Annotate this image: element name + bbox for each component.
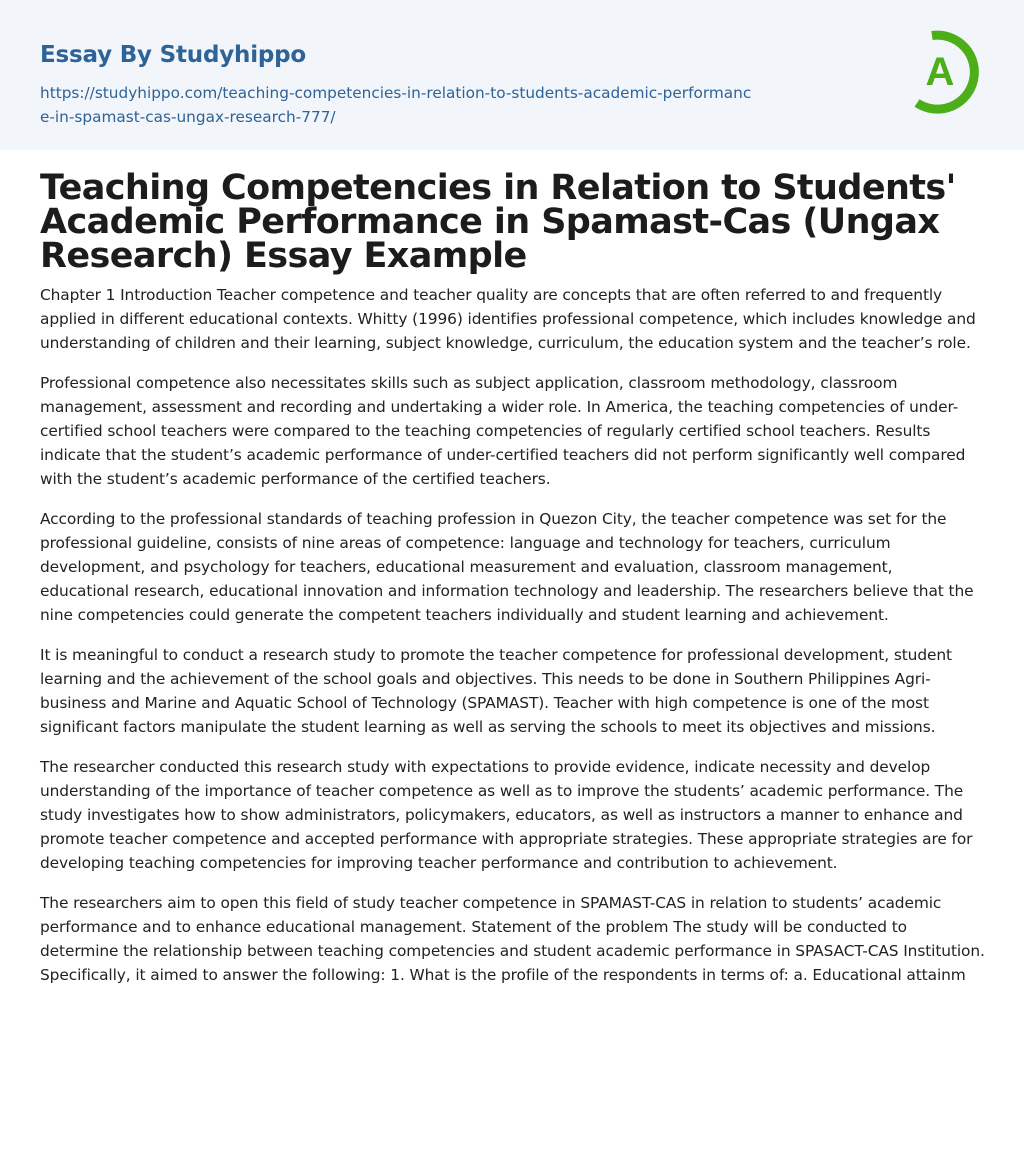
- essay-title: Teaching Competencies in Relation to Students' Academic Performance in Spamast-Cas (Ungax Research) Essay Example: [40, 168, 956, 276]
- logo-letter: A: [925, 50, 955, 94]
- source-url-link[interactable]: https://studyhippo.com/teaching-competencies-in-relation-to-students-academic-performance-in-spamast-cas-ungax-research-777/: [40, 84, 752, 126]
- paragraph: The researcher conducted this research study with expectations to provide evidence, indicate necessity and develop understanding of the importance of teacher competence as well as to improve the students’ academic performance. The study investigates how to show administrators, policymakers, educators, as well as instructors a manner to enhance and promote teacher competence and accepted performance with appropriate strategies. These appropriate strategies are for developing teaching competencies for improving teacher performance and contribution to achievement.: [40, 758, 973, 872]
- paragraph: According to the professional standards of teaching profession in Quezon City, the teacher competence was set for the professional guideline, consists of nine areas of competence: language and technology for teachers, curriculum development, and psychology for teachers, educational measurement and evaluation, classroom management, educational research, educational innovation and information technology and leadership. The researchers believe that the nine competencies could generate the competent teachers individually and student learning and achievement.: [40, 510, 974, 624]
- paragraph: The researchers aim to open this field of study teacher competence in SPAMAST-CAS in relation to students’ academic performance and to enhance educational management. Statement of the problem The study will be conducted to determine the relationship between teaching competencies and student academic performance in SPASACT-CAS Institution. Specifically, it aimed to answer the following: 1. What is the profile of the respondents in terms of: a. Educational attainm: [40, 894, 985, 984]
- essay-body: [40, 283, 986, 1003]
- paragraph: It is meaningful to conduct a research study to promote the teacher competence for professional development, student learning and the achievement of the school goals and objectives. This needs to be done in Southern Philippines Agri-business and Marine and Aquatic School of Technology (SPAMAST). Teacher with high competence is one of the most significant factors manipulate the student learning as well as serving the schools to meet its objectives and missions.: [40, 646, 952, 736]
- paragraph: Chapter 1 Introduction Teacher competence and teacher quality are concepts that are often referred to and frequently applied in different educational contexts. Whitty (1996) identifies professional competence, which includes knowledge and understanding of children and their learning, subject knowledge, curriculum, the education system and the teacher’s role.: [40, 286, 976, 352]
- page-header: [0, 0, 1024, 150]
- studyhippo-logo-icon[interactable]: [899, 27, 989, 117]
- brand-title[interactable]: Essay By Studyhippo: [40, 42, 307, 68]
- paragraph: Professional competence also necessitates skills such as subject application, classroom methodology, classroom management, assessment and recording and undertaking a wider role. In America, the teaching competencies of under- certified school teachers were compared to the teaching competencies of regularly certified school teachers. Results indicate that the student’s academic performance of under-certified teachers did not perform significantly well compared with the student’s academic performance of the certified teachers.: [40, 374, 966, 488]
